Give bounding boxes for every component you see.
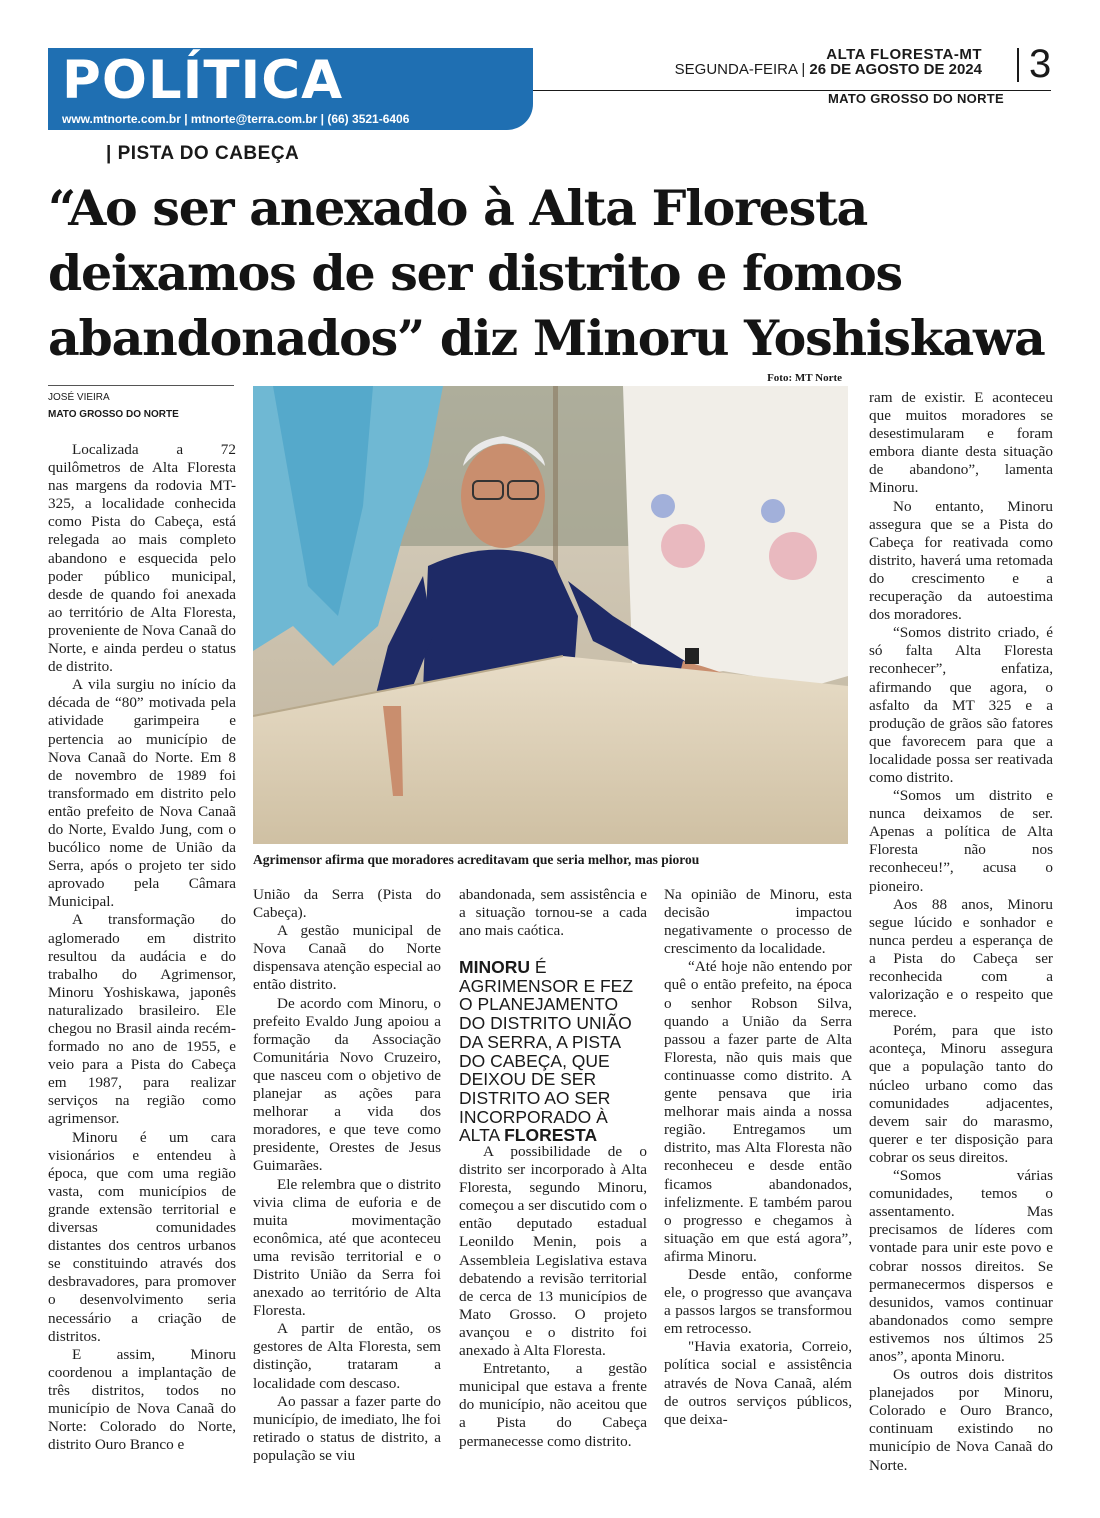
header-weekday: SEGUNDA-FEIRA | bbox=[674, 61, 806, 78]
header-region: MATO GROSSO DO NORTE bbox=[828, 91, 1004, 106]
article-column-3-continued bbox=[459, 1143, 647, 1451]
page-number-divider bbox=[1017, 48, 1019, 82]
paragraph: E assim, Minoru coordenou a implantação de três distritos, todos no município de Nova Canaã do Norte: Colorado do Norte, distrito Ouro Branco e bbox=[48, 1345, 236, 1454]
paragraph: Minoru é um cara visionários e entendeu à época, que com uma região vasta, com municípios de grande extensão territorial e diversas comunidades distantes dos centros urbanos se constituindo através dos desbravadores, para promover o desenvolvimento seria necessário a criação de distritos. bbox=[48, 1128, 236, 1345]
paragraph: De acordo com Minoru, o prefeito Evaldo Jung apoiou a formação da Associação Comunitária Novo Cruzeiro, que nasceu com o objetivo de planejar as ações para melhorar a vida dos moradores, e que teve como presidente, Orestes de Jesus Guimarães. bbox=[253, 994, 441, 1175]
photo-illustration bbox=[253, 386, 848, 844]
paragraph: A partir de então, os gestores de Alta Floresta, sem distinção, trataram a localidade com descaso. bbox=[253, 1320, 441, 1392]
article-headline: “Ao ser anexado à Alta Floresta deixamos de ser distrito e fomos abandonados” diz Minoru Yoshiskawa bbox=[48, 179, 1045, 367]
article-column-5 bbox=[869, 389, 1053, 1475]
paragraph: “Somos várias comunidades, temos o assentamento. Mas precisamos de líderes com vontade para unir este povo e cobrar nossos direitos. Se permanecermos dispersos e desunidos, vamos continuar abandonados como sempre estivemos nos últimos 25 anos”, aponta Minoru. bbox=[869, 1167, 1053, 1365]
byline-author: JOSÉ VIEIRA bbox=[48, 392, 110, 403]
pull-quote-name: MINORU bbox=[459, 957, 530, 977]
header-contacts: www.mtnorte.com.br | mtnorte@terra.com.br | (66) 3521-6406 bbox=[62, 112, 410, 126]
photo-caption: Agrimensor afirma que moradores acreditavam que seria melhor, mas piorou bbox=[253, 852, 700, 867]
paragraph: “Somos um distrito e nunca deixamos de ser. Apenas a política de Alta Floresta não nos reconheceu!”, acusa o pioneiro. bbox=[869, 787, 1053, 895]
section-title: POLÍTICA bbox=[62, 50, 344, 111]
article-column-2 bbox=[253, 886, 441, 1465]
paragraph: No entanto, Minoru assegura que se a Pista do Cabeça for reativada como distrito, haverá uma retomada do crescimento e a recuperação da autoestima dos moradores. bbox=[869, 497, 1053, 624]
paragraph: Localizada a 72 quilômetros de Alta Floresta nas margens da rodovia MT-325, a localidade conhecida como Pista do Cabeça, está relegada ao mais completo abandono e esquecida pelo poder público municipal, desde de quando foi anexada ao território de Alta Floresta, proveniente de Nova Canaã do Norte, e ainda perdeu o status de distrito. bbox=[48, 441, 236, 676]
article-photo bbox=[253, 386, 848, 844]
paragraph: "Havia exatoria, Correio, política social e assistência através de Nova Canaã, além de outros serviços públicos, que deixa- bbox=[664, 1338, 852, 1428]
paragraph: União da Serra (Pista do Cabeça). bbox=[253, 886, 441, 922]
paragraph: A possibilidade de o distrito ser incorporado à Alta Floresta, segundo Minoru, começou a ser discutido com o então deputado estadual Leonildo Menin, pois a Assembleia Legislativa estava debatendo a revisão territorial de cerca de 13 municípios de Mato Grosso. O projeto avançou e o distrito foi anexado à Alta Floresta. bbox=[459, 1143, 647, 1360]
header-city: ALTA FLORESTA-MT bbox=[826, 46, 982, 63]
pull-quote-end: FLORESTA bbox=[504, 1125, 598, 1146]
section-header-tab bbox=[48, 48, 533, 130]
paragraph: A gestão municipal de Nova Canaã do Norte dispensava atenção especial ao então distrito. bbox=[253, 922, 441, 994]
photo-credit: Foto: MT Norte bbox=[767, 372, 842, 384]
pull-quote-text: É AGRIMENSOR E FEZ O PLANEJAMENTO DO DISTRITO UNIÃO DA SERRA, A PISTA DO CABEÇA, QUE DEIXOU DE SER DISTRITO AO SER INCORPORADO À ALTA bbox=[459, 957, 634, 1146]
paragraph: Desde então, conforme ele, o progresso que avançava a passos largos se transformou em retrocesso. bbox=[664, 1265, 852, 1338]
paragraph: A transformação do aglomerado em distrito resultou da audácia e do trabalho do Agrimensor, Minoru Yoshiskawa, japonês naturalizado brasileiro. Ele chegou no Brasil ainda recém-formado no ano de 1955, e veio para a Pista do Cabeça em 1987, para realizar serviços na região como agrimensor. bbox=[48, 911, 236, 1128]
paragraph: A vila surgiu no início da década de “80” motivada pela atividade garimpeira e pertencia ao município de Nova Canaã do Norte. Em 8 de novembro de 1989 foi transformado em distrito pelo então prefeito de Nova Canaã do Norte, Evaldo Jung, com o bucólico nome de União da Serra, após o projeto ter sido aprovado pela Câmara Municipal. bbox=[48, 676, 236, 911]
paragraph: Os outros dois distritos planejados por Minoru, Colorado e Ouro Branco, continuam existindo no município de Nova Canaã do Norte. bbox=[869, 1366, 1053, 1474]
paragraph: abandonada, sem assistência e a situação tornou-se a cada ano mais caótica. bbox=[459, 886, 647, 940]
paragraph: “Somos distrito criado, é só falta Alta Floresta reconhecer”, enfatiza, afirmando que agora, o asfalto da MT 325 e a produção de grãos são fatores que favorecem para que a localidade possa ser reativada como distrito. bbox=[869, 624, 1053, 786]
byline-source: MATO GROSSO DO NORTE bbox=[48, 409, 179, 420]
header-date-text: 26 DE AGOSTO DE 2024 bbox=[805, 61, 982, 78]
paragraph: Aos 88 anos, Minoru segue lúcido e sonhador e nunca perdeu a esperança de a Pista do Cabeça ser reconhecida com a valorização e o respeito que merece. bbox=[869, 895, 1053, 1022]
article-column-3 bbox=[459, 886, 647, 940]
header-date bbox=[675, 61, 982, 78]
paragraph: Ao passar a fazer parte do município, de imediato, lhe foi retirado o status de distrito, a população se viu bbox=[253, 1392, 441, 1464]
paragraph: Na opinião de Minoru, esta decisão impactou negativamente o processo de crescimento da localidade. bbox=[664, 886, 852, 958]
paragraph: “Até hoje não entendo por quê o então prefeito, na época o senhor Robson Silva, quando a União da Serra passou a fazer parte de Alta Floresta, não quis mais que continuasse como distrito. A gente pensava que iria melhorar mais ainda a nossa região. Entregamos um distrito, mas Alta Floresta não reconheceu e desde então ficamos abandonados, infelizmente. E também parou o progresso e chegamos à situação em que está agora”, afirma Minoru. bbox=[664, 958, 852, 1265]
article-kicker: | PISTA DO CABEÇA bbox=[106, 143, 300, 164]
header-dateline-block bbox=[675, 46, 982, 78]
paragraph: Entretanto, a gestão municipal que estava a frente do município, não aceitou que a Pista do Cabeça permanecesse como distrito. bbox=[459, 1360, 647, 1450]
paragraph: ram de existir. E aconteceu que muitos moradores se desestimularam e foram embora diante desta situação de abandono”, lamenta Minoru. bbox=[869, 389, 1053, 497]
page-number: 3 bbox=[1029, 42, 1052, 86]
pull-quote bbox=[459, 958, 649, 1145]
article-column-4 bbox=[664, 886, 852, 1429]
byline-rule bbox=[48, 385, 234, 386]
article-column-1 bbox=[48, 441, 236, 1454]
paragraph: Ele relembra que o distrito vivia clima de euforia e de muita movimentação econômica, até que aconteceu uma revisão territorial e o Distrito União da Serra foi anexado ao território de Alta Floresta. bbox=[253, 1175, 441, 1320]
paragraph: Porém, para que isto aconteça, Minoru assegura que a população tanto do núcleo urbano como das comunidades adjacentes, devem sair do marasmo, querer e ter disposição para cobrar os seus direitos. bbox=[869, 1022, 1053, 1166]
